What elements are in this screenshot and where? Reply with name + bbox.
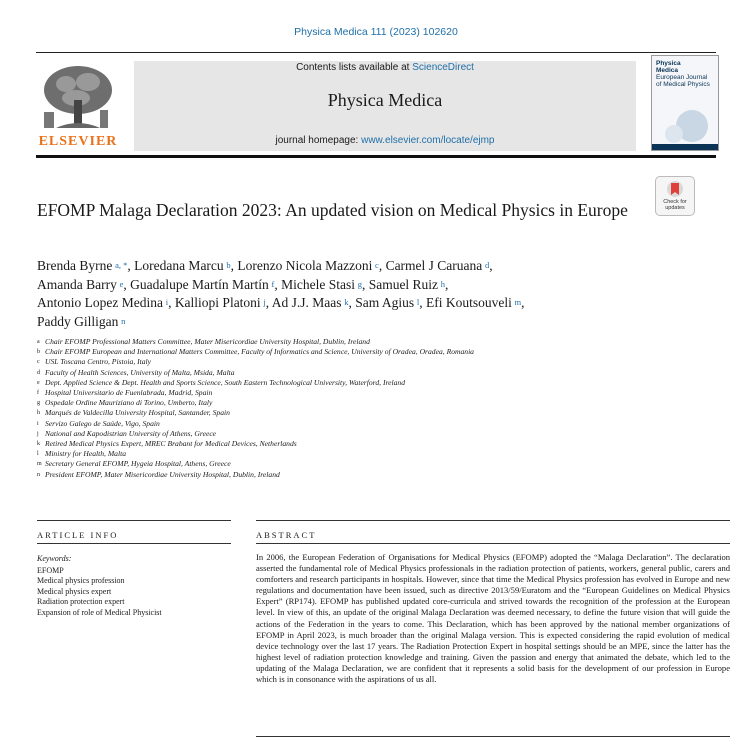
affiliation-text: Faculty of Health Sciences, University of Malta, Msida, Malta — [45, 367, 235, 377]
author-affiliation-marker[interactable]: e — [119, 278, 124, 289]
journal-citation[interactable]: Physica Medica 111 (2023) 102620 — [294, 26, 458, 38]
author[interactable] — [281, 277, 362, 292]
cover-line: of Medical Physics — [656, 81, 710, 88]
keyword-item: Medical physics expert — [37, 586, 112, 596]
author-affiliation-marker[interactable]: b — [226, 260, 231, 270]
abstract-heading: ABSTRACT — [256, 530, 317, 540]
article-info-bottom-rule — [37, 543, 231, 544]
affiliation-marker: n — [37, 471, 40, 478]
keyword-list — [37, 566, 162, 618]
affiliation-text: President EFOMP, Mater Misericordiae University Hospital, Dublin, Ireland — [45, 469, 280, 479]
affiliation-list — [37, 337, 637, 480]
author[interactable] — [386, 258, 490, 273]
affiliation-item — [37, 419, 637, 429]
affiliation-item — [37, 378, 637, 388]
affiliation-text: Hospital Universitario de Fuenlabrada, Madrid, Spain — [45, 388, 213, 398]
affiliation-item — [37, 347, 637, 357]
homepage-prefix: journal homepage: — [275, 135, 362, 146]
affiliation-marker: g — [37, 400, 40, 407]
affiliation-marker: f — [37, 390, 39, 397]
article-info-top-rule — [37, 520, 231, 521]
author[interactable] — [237, 258, 378, 273]
abstract-top-rule — [256, 520, 730, 521]
author[interactable] — [272, 295, 349, 310]
author[interactable] — [37, 258, 127, 273]
affiliation-text: Dept. Applied Science & Dept. Health and Sports Science, South Eastern Technological University, Waterford, Ireland — [45, 377, 406, 387]
author-affiliation-marker[interactable]: h — [440, 278, 446, 289]
author-name[interactable]: Carmel J Caruana — [385, 258, 483, 273]
affiliation-item — [37, 368, 637, 378]
contents-prefix: Contents lists available at — [296, 62, 413, 73]
affiliation-item — [37, 439, 637, 449]
affiliation-text: Chair EFOMP Professional Matters Committee, Mater Misericordiae University Hospital, Dublin, Ireland — [45, 337, 370, 346]
author[interactable] — [134, 258, 231, 273]
author-affiliation-marker[interactable]: g — [357, 278, 362, 289]
affiliation-text: National and Kapodistrian University of Athens, Greece — [45, 428, 217, 438]
elsevier-wordmark[interactable]: ELSEVIER — [38, 134, 118, 149]
author-affiliation-marker[interactable]: d — [484, 260, 490, 270]
author[interactable] — [130, 277, 274, 292]
affiliation-marker: l — [37, 451, 39, 458]
author-name[interactable]: Kalliopi Platoni — [174, 295, 261, 310]
author-affiliation-marker[interactable]: i — [165, 297, 169, 307]
author-name[interactable]: Brenda Byrne — [37, 258, 113, 273]
author-name[interactable]: Michele Stasi — [281, 276, 355, 292]
author-name[interactable]: Antonio Lopez Medina — [37, 295, 163, 310]
affiliation-marker: m — [37, 461, 42, 468]
author-affiliation-marker[interactable]: m — [514, 297, 522, 307]
cover-line: Physica — [656, 60, 681, 67]
article-title: EFOMP Malaga Declaration 2023: An updated vision on Medical Physics in Europe — [37, 200, 628, 220]
affiliation-text: Marqués de Valdecilla University Hospital, Santander, Spain — [45, 408, 230, 418]
author[interactable] — [175, 295, 266, 310]
affiliation-item — [37, 388, 637, 398]
keyword-item: Expansion of role of Medical Physicist — [37, 607, 162, 617]
masthead-bottom-rule — [36, 155, 716, 158]
author-name[interactable]: Lorenzo Nicola Mazzoni — [237, 258, 373, 273]
author[interactable] — [37, 277, 123, 292]
affiliation-item — [37, 459, 637, 469]
affiliation-text: Secretary General EFOMP, Hygeia Hospital, Athens, Greece — [45, 459, 231, 469]
affiliation-item — [37, 429, 637, 439]
affiliation-item — [37, 398, 637, 408]
affiliation-text: Chair EFOMP European and International Matters Committee, Faculty of Informatics and Science, University of Oradea, Oradea, Romania — [45, 347, 474, 357]
contents-line — [134, 62, 636, 73]
keyword-item: Radiation protection expert — [37, 597, 125, 607]
author-affiliation-marker[interactable]: k — [344, 297, 349, 307]
author-name[interactable]: Efi Koutsouveli — [425, 295, 512, 310]
affiliation-marker: d — [37, 369, 40, 376]
affiliation-marker: c — [37, 359, 40, 366]
author-name[interactable]: Amanda Barry — [37, 276, 117, 292]
author[interactable] — [369, 277, 445, 292]
cover-line: Medica — [656, 67, 679, 74]
author-name[interactable]: Loredana Marcu — [134, 258, 224, 273]
affiliation-marker: e — [37, 379, 40, 386]
homepage-line — [134, 135, 636, 146]
affiliation-text: Servizo Galego de Saúde, Vigo, Spain — [45, 418, 160, 428]
keyword-item: EFOMP — [37, 566, 64, 575]
abstract-end-rule — [256, 736, 730, 737]
author-affiliation-marker[interactable]: f — [271, 278, 275, 289]
author[interactable] — [37, 295, 168, 310]
affiliation-item — [37, 470, 637, 480]
affiliation-item — [37, 337, 637, 347]
cover-title — [656, 60, 716, 88]
keyword-item: Medical physics profession — [37, 576, 125, 586]
abstract-text: In 2006, the European Federation of Organisations for Medical Physics (EFOMP) adopted the “Malaga Declaration”. The declaration asserted the fundamental role of Medical Physics professionals in the radiation protection of patients, workers, general public, carers and comforters and research participants in hospitals. However, since that time the Medical Physics profession has evolved in Europe and new regulations and documentation have been issued, such as directive 2013/59/Euratom and the “European Guidelines on Medical Physics Expert” (RP174). EFOMP has published updated core-curricula and strived towards the recognition of the profession at the European level. In view of this, an update of the original Malaga Declaration was deemed necessary, to define the future vision that will guide the actions of the Federation in the years to come. This Declaration, which has been approved by the national member organizations of EFOMP in April 2023, is much broader than the original Malaga version. This is expected considering the rapid evolution of medical device technology over the last 17 years. The Radiation Protection Expert in hospital settings should be an MPE, since the latter has the highest level of radiation protection knowledge and training. Given the passion and energy that animated the debate, which led to the updating of the Malaga Declaration, we are confident that it represents a solid basis for the development of our profession in Europe which is in consonance with the aspirations of us all. — [256, 552, 730, 685]
affiliation-text: USL Toscana Centro, Pistoia, Italy — [45, 357, 152, 367]
author[interactable] — [37, 314, 125, 329]
author-name[interactable]: Ad J.J. Maas — [271, 295, 342, 310]
bookmark-icon — [656, 177, 694, 199]
check-for-updates-label: Check for updates — [663, 199, 687, 211]
journal-name: Physica Medica — [327, 90, 443, 110]
author[interactable] — [355, 295, 419, 310]
affiliation-marker: k — [37, 441, 40, 448]
affiliation-marker: a — [37, 339, 40, 345]
author-affiliation-marker[interactable]: l — [416, 297, 420, 307]
cover-line: European Journal — [656, 74, 708, 81]
author-list: Brenda Byrne $^{a, *}$, Loredana Marcu $^b$, Lorenzo Nicola Mazzoni $^c$, Carmel J Caruana $^d$, Amanda Barry $^e$, Guadalupe Martín Martín $^f$, Michele Stasi $^g$, Samuel Ruiz $^h$, Antonio Lopez Medina $^i$, Kalliopi Platoni $^j$, Ad J.J. Maas $^k$, Sam Agius $^l$, Efi Koutsouveli $^m$, Paddy Gilligan $^n$ — [37, 258, 525, 329]
author-name[interactable]: Sam Agius — [355, 295, 415, 310]
author-affiliation-marker[interactable]: a, * — [115, 260, 128, 270]
affiliation-marker: b — [37, 349, 40, 356]
author-name[interactable]: Paddy Gilligan — [37, 313, 119, 329]
article-info-heading: ARTICLE INFO — [37, 530, 119, 540]
abstract-bottom-rule — [256, 543, 730, 544]
affiliation-marker: h — [37, 410, 40, 417]
sciencedirect-link[interactable]: ScienceDirect — [412, 62, 474, 73]
affiliation-marker: j — [37, 430, 39, 437]
affiliation-marker: i — [37, 420, 39, 427]
author-name[interactable]: Guadalupe Martín Martín — [130, 276, 269, 292]
author-affiliation-marker[interactable]: j — [263, 297, 266, 307]
affiliation-item — [37, 408, 637, 418]
author-affiliation-marker[interactable]: n — [121, 315, 126, 326]
affiliation-text: Retired Medical Physics Expert, MREC Brabant for Medical Devices, Netherlands — [45, 439, 297, 449]
author-affiliation-marker[interactable]: c — [375, 260, 379, 270]
author-name[interactable]: Samuel Ruiz — [368, 276, 439, 292]
affiliation-item — [37, 449, 637, 459]
affiliation-text: Ministry for Health, Malta — [45, 449, 126, 459]
header-rule — [36, 52, 716, 53]
journal-homepage-link[interactable]: www.elsevier.com/locate/ejmp — [361, 135, 495, 146]
affiliation-text: Ospedale Ordine Mauriziano di Torino, Umberto, Italy — [45, 398, 213, 408]
affiliation-item — [37, 357, 637, 367]
keywords-label: Keywords: — [37, 554, 72, 563]
author[interactable] — [426, 295, 521, 310]
